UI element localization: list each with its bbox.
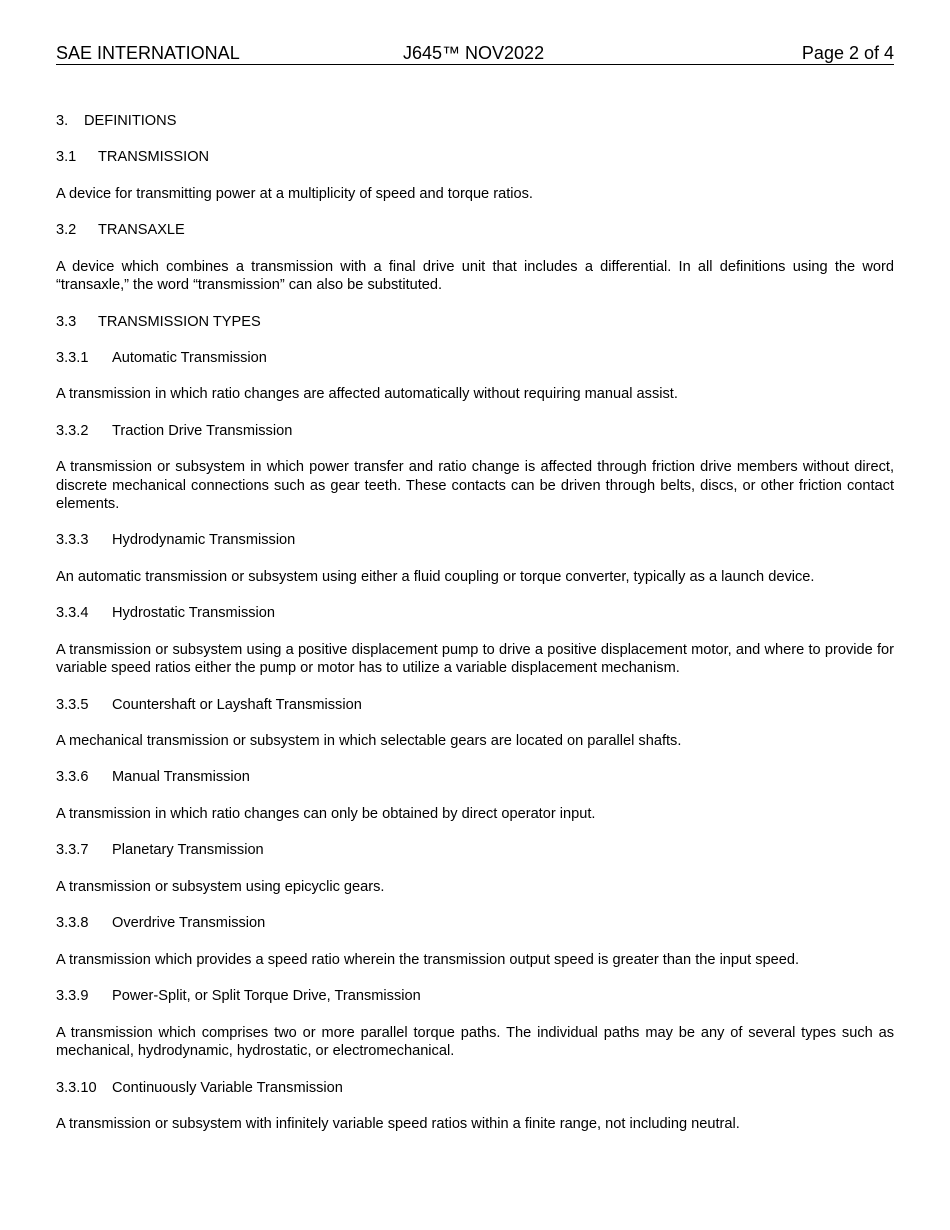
section-heading-3-3-5 [56, 696, 894, 714]
section-title: TRANSMISSION [98, 149, 210, 166]
section-heading-3-2 [56, 221, 894, 239]
section-heading-3-3-7 [56, 841, 894, 859]
section-number: 3.3 [56, 313, 77, 330]
section-number: 3.1 [56, 149, 77, 166]
section-title: Traction Drive Transmission [112, 422, 293, 439]
section-heading-3-1 [56, 148, 894, 166]
definition-text: A transmission or subsystem in which power transfer and ratio change is affected through friction drive members without direct, discrete mechanical connections such as gear teeth. These contacts can be driven through belts, discs, or other friction contact elements. [56, 459, 894, 512]
section-heading-3-3-9 [56, 987, 894, 1005]
section-title: Automatic Transmission [112, 349, 267, 366]
section-title: DEFINITIONS [84, 113, 177, 129]
section-title: Hydrodynamic Transmission [112, 532, 296, 549]
definition-text: A transmission in which ratio changes can only be obtained by direct operator input. [56, 805, 596, 822]
section-title: TRANSAXLE [98, 222, 185, 239]
section-heading-3 [56, 112, 894, 130]
definition-text: A transmission or subsystem using epicyclic gears. [56, 878, 385, 895]
section-number: 3.3.3 [56, 532, 89, 549]
definition-text: An automatic transmission or subsystem using either a fluid coupling or torque converter, typically as a launch device. [56, 568, 815, 585]
section-title: Countershaft or Layshaft Transmission [112, 696, 362, 713]
section-heading-3-3-4 [56, 604, 894, 622]
section-number: 3.3.9 [56, 988, 89, 1005]
section-heading-3-3-3 [56, 531, 894, 549]
section-number: 3.2 [56, 222, 77, 239]
definition-text: A transmission or subsystem with infinitely variable speed ratios within a finite range, not including neutral. [56, 1116, 740, 1133]
section-title: Overdrive Transmission [112, 915, 266, 932]
section-number: 3.3.4 [56, 605, 89, 622]
section-number: 3.3.5 [56, 696, 89, 713]
section-heading-3-3-10 [56, 1079, 894, 1097]
document-body [56, 112, 894, 1133]
section-number: 3.3.6 [56, 769, 89, 786]
definition-text: A transmission which comprises two or more parallel torque paths. The individual paths may be any of several types such as mechanical, hydrodynamic, hydrostatic, or electromechanical. [56, 1024, 894, 1060]
section-number: 3.3.8 [56, 915, 89, 932]
page-header [56, 42, 894, 65]
section-title: Planetary Transmission [112, 842, 264, 859]
section-heading-3-3-8 [56, 914, 894, 932]
section-title: Power-Split, or Split Torque Drive, Transmission [112, 988, 421, 1005]
section-number: 3.3.1 [56, 349, 89, 366]
section-heading-3-3-6 [56, 768, 894, 786]
definition-text: A transmission which provides a speed ratio wherein the transmission output speed is greater than the input speed. [56, 951, 800, 968]
definition-text: A device which combines a transmission with a final drive unit that includes a differential. In all definitions using the word “transaxle,” the word “transmission” can also be substituted. [56, 258, 894, 293]
header-page-number: Page 2 of 4 [801, 43, 894, 63]
section-heading-3-3-1 [56, 349, 894, 367]
section-number: 3.3.7 [56, 842, 89, 859]
section-title: TRANSMISSION TYPES [98, 313, 261, 330]
section-title: Manual Transmission [112, 769, 250, 786]
section-title: Continuously Variable Transmission [112, 1079, 343, 1096]
definition-text: A device for transmitting power at a multiplicity of speed and torque ratios. [56, 185, 533, 202]
section-title: Hydrostatic Transmission [112, 605, 276, 622]
definition-text: A transmission or subsystem using a positive displacement pump to drive a positive displacement motor, and where to provide for variable speed ratios either the pump or motor has to utilize a variable displacement mechanism. [56, 641, 894, 676]
header-document-id: J645™ NOV2022 [403, 43, 545, 63]
section-number: 3. [56, 113, 69, 129]
section-number: 3.3.2 [56, 422, 89, 439]
section-number: 3.3.10 [56, 1079, 97, 1096]
definition-text: A transmission in which ratio changes are affected automatically without requiring manual assist. [56, 386, 678, 403]
section-heading-3-3 [56, 313, 894, 331]
definition-text: A mechanical transmission or subsystem in which selectable gears are located on parallel shafts. [56, 732, 682, 749]
section-heading-3-3-2 [56, 422, 894, 440]
header-organization: SAE INTERNATIONAL [56, 43, 240, 63]
